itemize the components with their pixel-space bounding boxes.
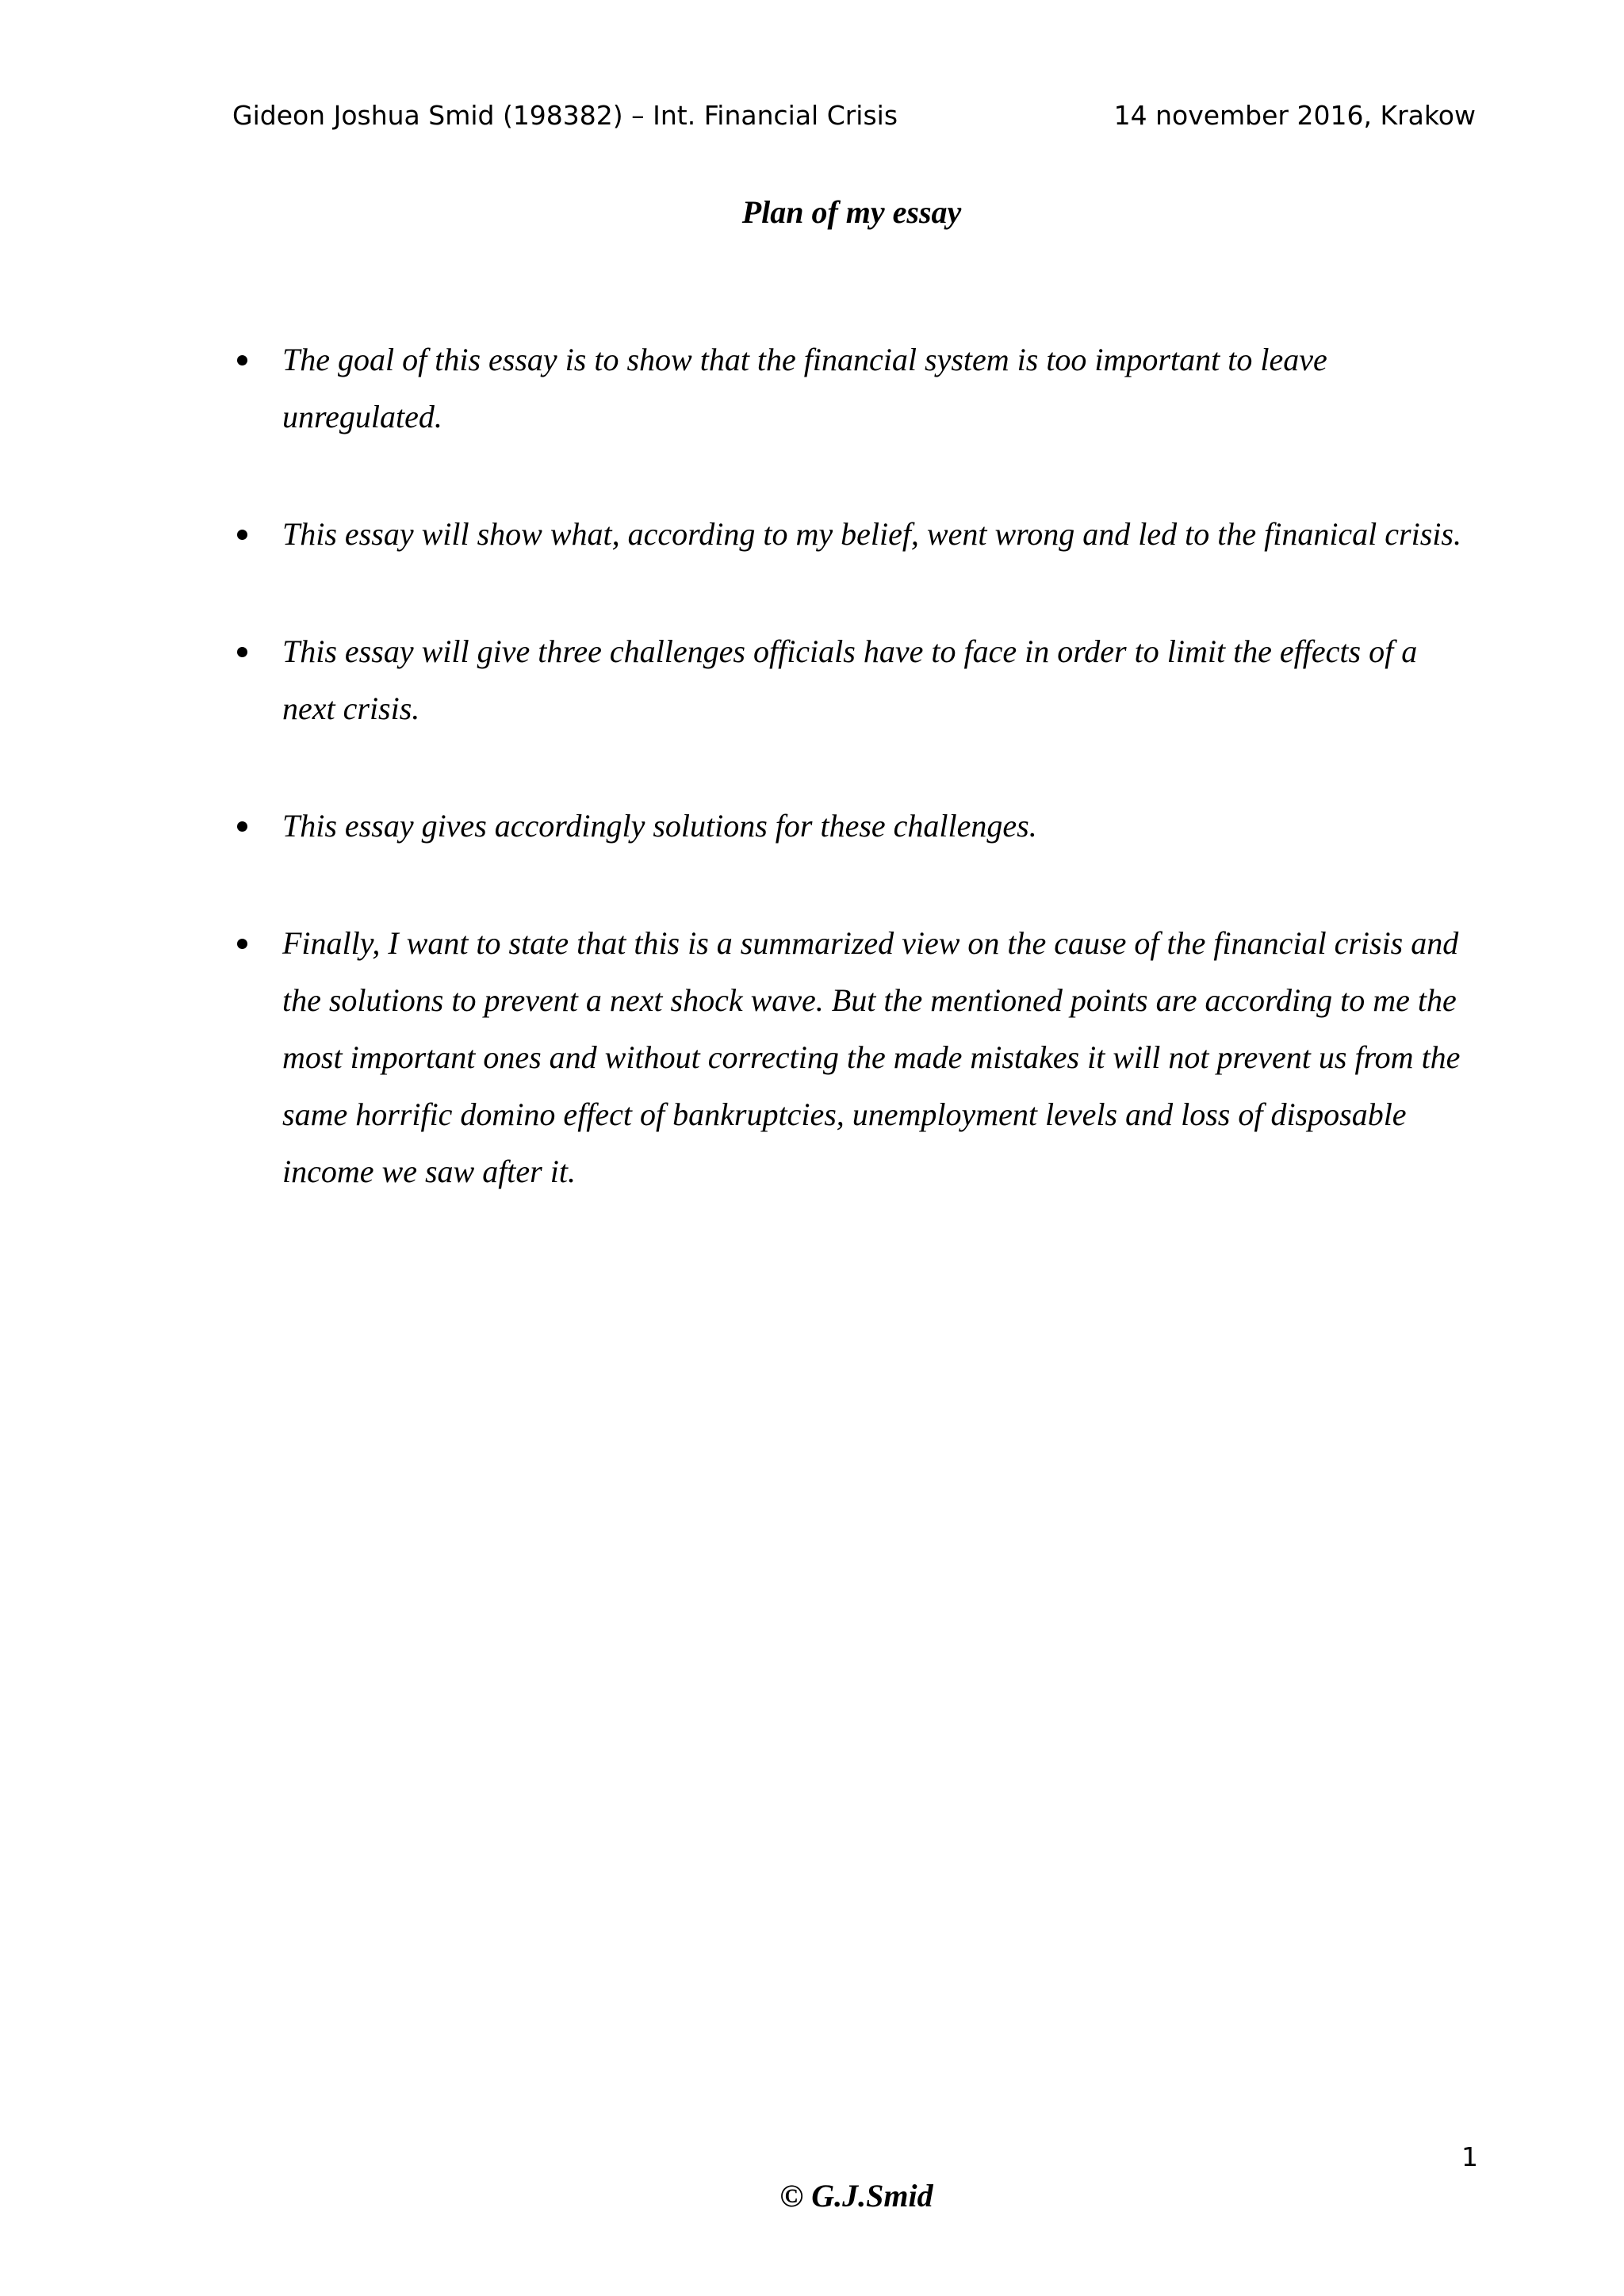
list-item xyxy=(232,623,1476,737)
page-title: Plan of my essay xyxy=(741,194,962,230)
list-item-text: The goal of this essay is to show that the financial system is too important to leave unregulated. xyxy=(282,342,1327,434)
list-item xyxy=(232,798,1476,855)
bullet-icon xyxy=(237,821,247,832)
header-author-course: Gideon Joshua Smid (198382) – Int. Financial Crisis xyxy=(232,100,898,131)
list-item-text: This essay will give three challenges officials have to face in order to limit the effects of a next crisis. xyxy=(282,633,1418,726)
list-item xyxy=(232,506,1476,563)
copyright-footer: © G.J.Smid xyxy=(779,2178,933,2214)
header-date-location: 14 november 2016, Krakow xyxy=(1113,100,1476,131)
bullet-icon xyxy=(237,355,247,365)
bullet-icon xyxy=(237,530,247,540)
page-number: 1 xyxy=(1461,2141,1478,2172)
list-item-text: This essay will show what, according to my belief, went wrong and led to the finanical crisis. xyxy=(282,516,1461,552)
list-item xyxy=(232,915,1476,1200)
list-item-text: This essay gives accordingly solutions for these challenges. xyxy=(282,808,1037,844)
bullet-icon xyxy=(237,939,247,949)
essay-plan-list xyxy=(232,331,1476,1261)
list-item-text: Finally, I want to state that this is a summarized view on the cause of the financial crisis and the solutions to prevent a next shock wave. But the mentioned points are according to me the most important ones and without correcting the made mistakes it will not prevent us from the same horrific domino effect of bankruptcies, unemployment levels and loss of disposable income we saw after it. xyxy=(282,925,1461,1189)
bullet-icon xyxy=(237,647,247,657)
list-item xyxy=(232,331,1476,446)
